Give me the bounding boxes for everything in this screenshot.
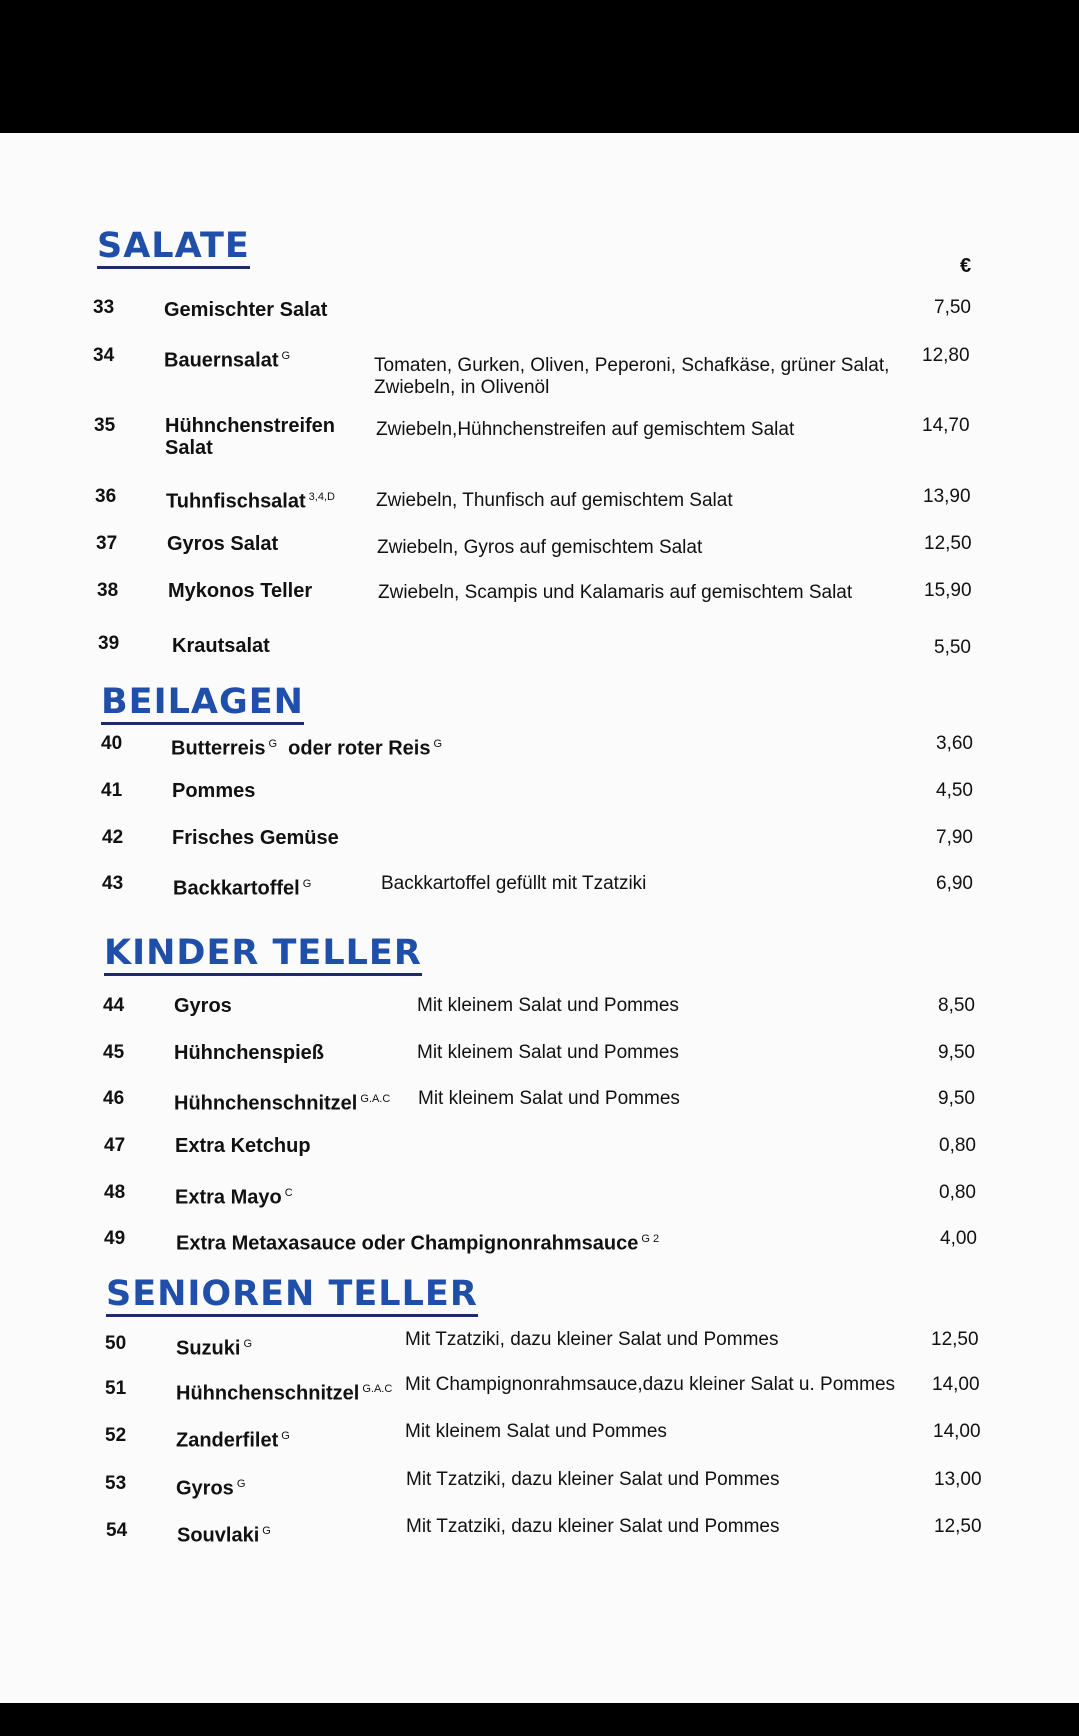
- allergen-code: G: [302, 878, 312, 890]
- item-price: 13,90: [923, 486, 971, 507]
- item-name: Hühnchenspieß: [174, 1042, 325, 1064]
- item-name-text: Backkartoffel: [173, 877, 300, 900]
- menu-item: [0, 1329, 1079, 1373]
- item-number: 46: [103, 1088, 125, 1109]
- allergen-code: G: [281, 350, 291, 362]
- menu-item: [0, 633, 1079, 673]
- item-name: Gemischter Salat: [164, 299, 328, 321]
- menu-item: [0, 733, 1079, 773]
- section-title-beilagen: BEILAGEN: [101, 683, 304, 725]
- item-description: Zwiebeln, Scampis und Kalamaris auf gemischtem Salat: [378, 582, 853, 603]
- menu-item: [0, 533, 1079, 573]
- item-description: Mit Tzatziki, dazu kleiner Salat und Pommes: [406, 1516, 780, 1537]
- item-name: [175, 1182, 293, 1209]
- allergen-code: G: [236, 1478, 246, 1490]
- item-description: Backkartoffel gefüllt mit Tzatziki: [381, 873, 647, 894]
- item-number: 49: [104, 1228, 126, 1249]
- item-number: 38: [97, 580, 119, 601]
- item-number: 37: [96, 533, 118, 554]
- menu-item: [0, 995, 1079, 1035]
- item-price: 4,50: [936, 780, 973, 801]
- item-name-line: Salat: [165, 437, 213, 459]
- item-description: Zwiebeln, Thunfisch auf gemischtem Salat: [376, 490, 733, 511]
- item-price: 14,70: [922, 415, 970, 436]
- item-description: Mit kleinem Salat und Pommes: [418, 1088, 680, 1109]
- menu-item: [0, 827, 1079, 867]
- item-price: 14,00: [932, 1374, 980, 1395]
- item-name: [176, 1425, 290, 1452]
- item-price: 7,50: [934, 297, 971, 318]
- menu-item: [0, 415, 1079, 465]
- menu-item: [0, 1228, 1079, 1268]
- item-price: 14,00: [933, 1421, 981, 1442]
- item-description: Mit kleinem Salat und Pommes: [405, 1421, 667, 1442]
- menu-item: [0, 1374, 1079, 1418]
- item-description: Zwiebeln, Gyros auf gemischtem Salat: [377, 537, 703, 558]
- item-name: Extra Ketchup: [175, 1135, 311, 1157]
- item-name-text: Hühnchenschnitzel: [176, 1382, 360, 1405]
- item-name: [164, 345, 290, 372]
- item-price: 12,50: [931, 1329, 979, 1350]
- item-name: [174, 1088, 390, 1115]
- item-name-text: Extra Metaxasauce oder Champignonrahmsauce: [176, 1232, 639, 1255]
- item-price: 5,50: [934, 637, 971, 658]
- menu-item: [0, 1135, 1079, 1175]
- allergen-code: G: [281, 1430, 290, 1442]
- item-description: Zwiebeln,Hühnchenstreifen auf gemischtem Salat: [376, 419, 795, 440]
- item-number: 33: [93, 297, 115, 318]
- menu-item: [0, 1088, 1079, 1128]
- item-price: 3,60: [936, 733, 973, 754]
- item-description: Mit Tzatziki, dazu kleiner Salat und Pommes: [405, 1329, 779, 1350]
- item-price: 4,00: [940, 1228, 977, 1249]
- item-number: 44: [103, 995, 125, 1016]
- item-name: [173, 873, 311, 900]
- item-name-text: Butterreis: [171, 737, 266, 760]
- item-price: 12,50: [924, 533, 972, 554]
- item-name: [177, 1520, 271, 1547]
- allergen-code: G 2: [641, 1233, 660, 1245]
- item-price: 7,90: [936, 827, 973, 848]
- item-number: 45: [103, 1042, 125, 1063]
- item-description: [374, 355, 889, 399]
- allergen-code: G.A.C: [362, 1383, 393, 1395]
- item-description: Mit kleinem Salat und Pommes: [417, 995, 679, 1016]
- item-number: 54: [106, 1520, 128, 1541]
- item-name-text: Extra Mayo: [175, 1186, 282, 1209]
- item-name: Frisches Gemüse: [172, 827, 339, 849]
- item-number: 48: [104, 1182, 126, 1203]
- item-name: [166, 486, 335, 513]
- item-price: 9,50: [938, 1042, 975, 1063]
- item-name: Krautsalat: [172, 635, 270, 657]
- currency-header: €: [960, 255, 972, 277]
- menu-item: [0, 345, 1079, 398]
- menu-page: [0, 133, 1079, 1703]
- description-line: Zwiebeln, in Olivenöl: [374, 377, 550, 398]
- menu-item: [0, 1182, 1079, 1222]
- item-name-text: Souvlaki: [177, 1524, 260, 1547]
- item-number: 35: [94, 415, 116, 436]
- menu-item: [0, 486, 1079, 526]
- menu-item: [0, 1421, 1079, 1465]
- item-name: [171, 733, 442, 760]
- section-title-kinder-teller: KINDER TELLER: [104, 934, 422, 976]
- item-number: 53: [105, 1473, 127, 1494]
- allergen-code: G.A.C: [360, 1093, 391, 1105]
- item-number: 47: [104, 1135, 126, 1156]
- section-title-senioren-teller: SENIOREN TELLER: [106, 1275, 478, 1317]
- item-name-text: Suzuki: [176, 1337, 241, 1360]
- item-price: 13,00: [934, 1469, 982, 1490]
- item-description: Mit kleinem Salat und Pommes: [417, 1042, 679, 1063]
- menu-item: [0, 297, 1079, 337]
- allergen-code: G: [268, 738, 278, 750]
- allergen-code: G: [262, 1525, 271, 1537]
- item-price: 12,80: [922, 345, 970, 366]
- item-price: 12,50: [934, 1516, 982, 1537]
- item-description: Mit Tzatziki, dazu kleiner Salat und Pommes: [406, 1469, 780, 1490]
- menu-item: [0, 780, 1079, 820]
- item-name: [176, 1228, 659, 1255]
- item-price: 0,80: [939, 1135, 976, 1156]
- item-name-text: Zanderfilet: [176, 1429, 279, 1452]
- menu-item: [0, 1469, 1079, 1513]
- item-price: 8,50: [938, 995, 975, 1016]
- item-name-text: Bauernsalat: [164, 349, 279, 372]
- item-name: [176, 1378, 392, 1405]
- item-price: 9,50: [938, 1088, 975, 1109]
- allergen-code: G: [433, 738, 442, 750]
- item-name: Gyros Salat: [167, 533, 279, 555]
- item-name: [176, 1473, 245, 1500]
- item-price: 0,80: [939, 1182, 976, 1203]
- item-name-text: Hühnchenschnitzel: [174, 1092, 358, 1115]
- menu-item: [0, 873, 1079, 913]
- item-name-text: Tuhnfischsalat: [166, 490, 306, 513]
- item-name: Gyros: [174, 995, 232, 1017]
- item-name: [176, 1333, 252, 1360]
- menu-item: [0, 1516, 1079, 1560]
- item-number: 52: [105, 1425, 127, 1446]
- description-line: Tomaten, Gurken, Oliven, Peperoni, Schafkäse, grüner Salat,: [374, 355, 890, 376]
- allergen-code: 3,4,D: [308, 491, 335, 503]
- allergen-code: G: [243, 1338, 253, 1350]
- item-name-line: Hühnchenstreifen: [165, 415, 336, 437]
- item-number: 39: [98, 633, 120, 654]
- item-number: 40: [101, 733, 123, 754]
- item-number: 51: [105, 1378, 127, 1399]
- item-number: 34: [93, 345, 115, 366]
- item-number: 42: [102, 827, 124, 848]
- item-number: 41: [101, 780, 123, 801]
- item-name: Pommes: [172, 780, 256, 802]
- item-name-text: Gyros: [176, 1477, 234, 1500]
- item-name-extra: oder roter Reis: [288, 737, 431, 760]
- menu-item: [0, 580, 1079, 620]
- item-number: 50: [105, 1333, 127, 1354]
- allergen-code: C: [284, 1187, 293, 1199]
- item-price: 15,90: [924, 580, 972, 601]
- item-name: Mykonos Teller: [168, 580, 313, 602]
- section-title-salate: SALATE: [97, 227, 250, 269]
- item-name: [165, 415, 335, 459]
- item-price: 6,90: [936, 873, 973, 894]
- item-description: Mit Champignonrahmsauce,dazu kleiner Salat u. Pommes: [405, 1374, 896, 1395]
- item-number: 43: [102, 873, 124, 894]
- menu-item: [0, 1042, 1079, 1082]
- item-number: 36: [95, 486, 117, 507]
